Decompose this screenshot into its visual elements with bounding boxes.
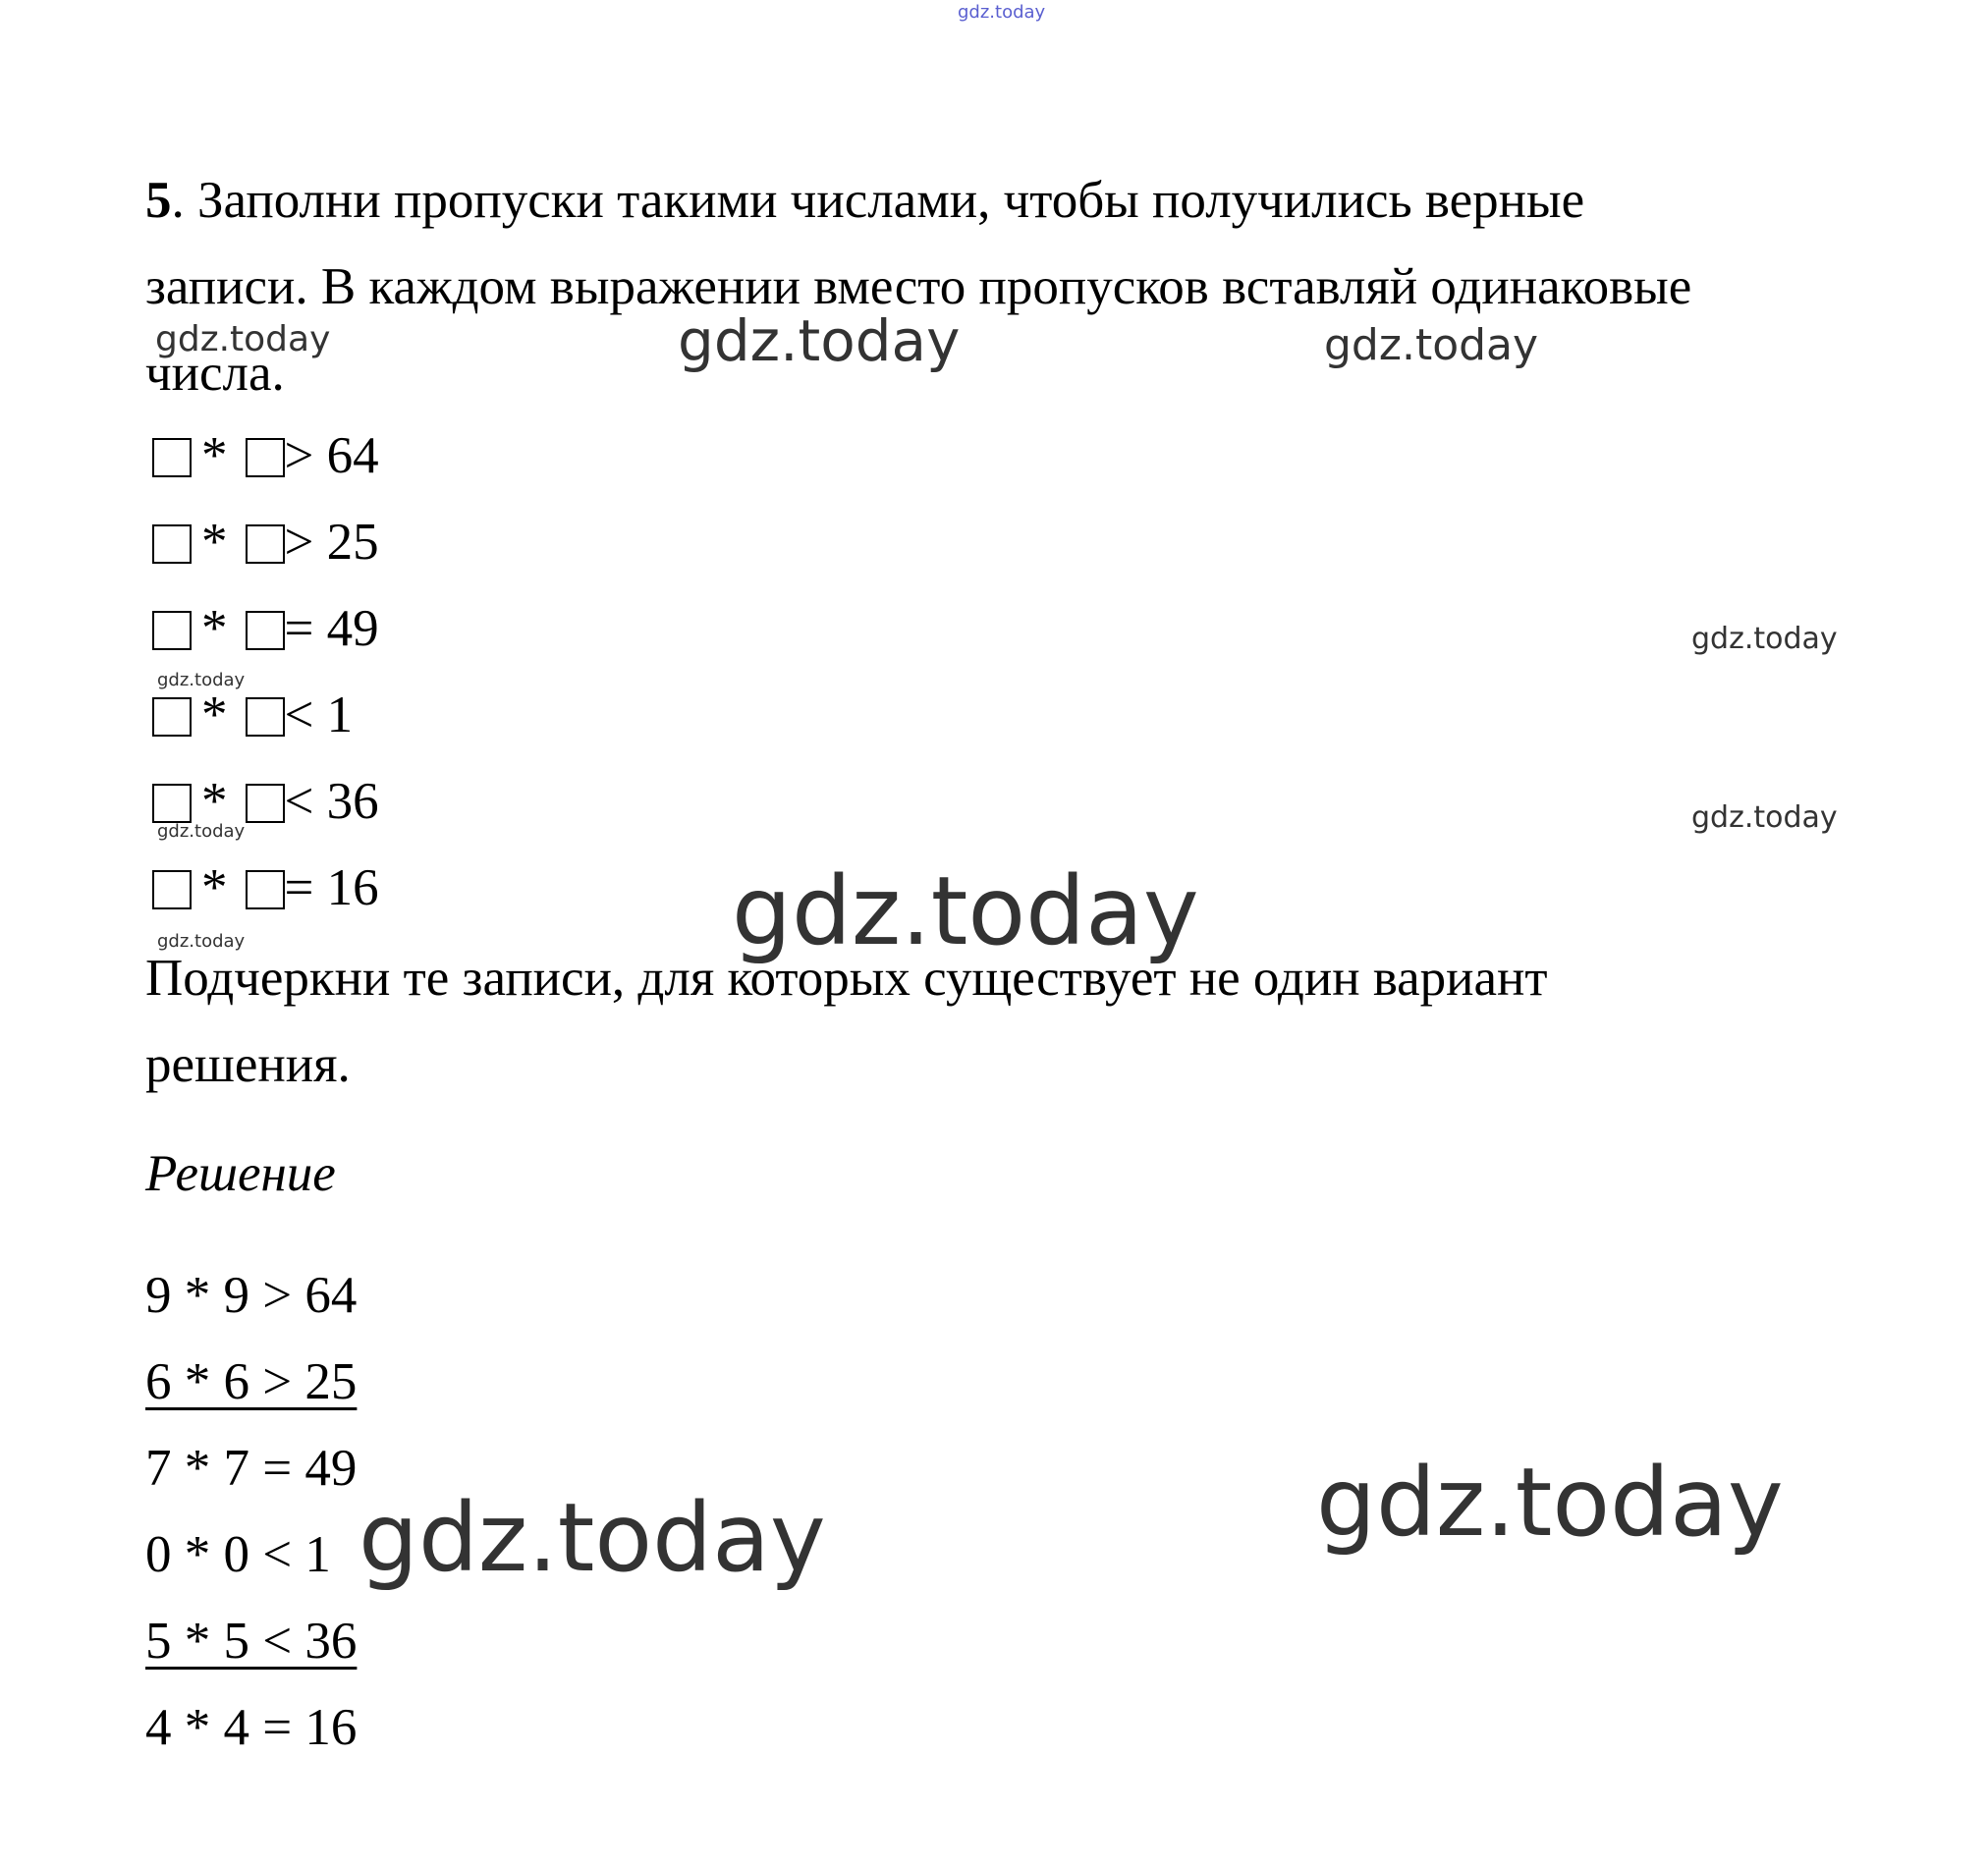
operator: * bbox=[201, 773, 228, 830]
expression-row-4 bbox=[152, 683, 353, 747]
solution-line-5: 5 * 5 < 36 bbox=[145, 1613, 358, 1670]
comparison: = 49 bbox=[284, 600, 379, 657]
task-text-1: . Заполни пропуски такими числами, чтобы получились верные bbox=[171, 172, 1585, 229]
blank-box bbox=[152, 611, 192, 650]
solution-line-6: 4 * 4 = 16 bbox=[145, 1699, 358, 1756]
watermark-top: gdz.today bbox=[958, 2, 1046, 23]
solution-line-4: 0 * 0 < 1 bbox=[145, 1526, 331, 1583]
blank-box bbox=[246, 784, 285, 823]
task-line-2: записи. В каждом выражении вместо пропусков вставляй одинаковые bbox=[145, 258, 1692, 315]
watermark: gdz.today bbox=[732, 856, 1199, 966]
watermark: gdz.today bbox=[157, 931, 246, 952]
watermark: gdz.today bbox=[157, 821, 246, 842]
task-line-1 bbox=[145, 157, 1894, 244]
blank-box bbox=[152, 784, 192, 823]
task-line-3: числа. bbox=[145, 345, 285, 402]
solution-line-2: 6 * 6 > 25 bbox=[145, 1353, 358, 1410]
operator: * bbox=[201, 600, 228, 657]
watermark: gdz.today bbox=[678, 307, 961, 374]
blank-box bbox=[246, 870, 285, 909]
blank-box bbox=[152, 697, 192, 737]
blank-box bbox=[246, 524, 285, 564]
comparison: < 1 bbox=[284, 686, 354, 743]
operator: * bbox=[201, 514, 228, 571]
expression-row-2 bbox=[152, 510, 379, 575]
watermark: gdz.today bbox=[155, 319, 331, 359]
watermark: gdz.today bbox=[359, 1483, 826, 1593]
comparison: < 36 bbox=[284, 773, 379, 830]
watermark: gdz.today bbox=[1316, 1448, 1784, 1558]
blank-box bbox=[152, 870, 192, 909]
solution-line-1: 9 * 9 > 64 bbox=[145, 1267, 358, 1324]
followup-line-1: Подчеркни те записи, для которых существует не один вариант bbox=[145, 950, 1548, 1007]
operator: * bbox=[201, 859, 228, 916]
expression-row-1 bbox=[152, 423, 379, 488]
comparison: > 64 bbox=[284, 427, 379, 484]
expression-row-6 bbox=[152, 855, 379, 920]
blank-box bbox=[152, 524, 192, 564]
comparison: = 16 bbox=[284, 859, 379, 916]
operator: * bbox=[201, 427, 228, 484]
watermark: gdz.today bbox=[1324, 320, 1539, 370]
blank-box bbox=[246, 697, 285, 737]
solution-line-3: 7 * 7 = 49 bbox=[145, 1440, 358, 1497]
watermark: gdz.today bbox=[1691, 622, 1838, 656]
operator: * bbox=[201, 686, 228, 743]
task-number: 5 bbox=[145, 172, 172, 229]
blank-box bbox=[152, 438, 192, 477]
followup-line-2: решения. bbox=[145, 1036, 351, 1093]
solution-title: Решение bbox=[145, 1145, 336, 1202]
expression-row-3 bbox=[152, 596, 379, 661]
blank-box bbox=[246, 438, 285, 477]
blank-box bbox=[246, 611, 285, 650]
watermark: gdz.today bbox=[1691, 800, 1838, 835]
comparison: > 25 bbox=[284, 514, 379, 571]
watermark: gdz.today bbox=[157, 670, 246, 690]
